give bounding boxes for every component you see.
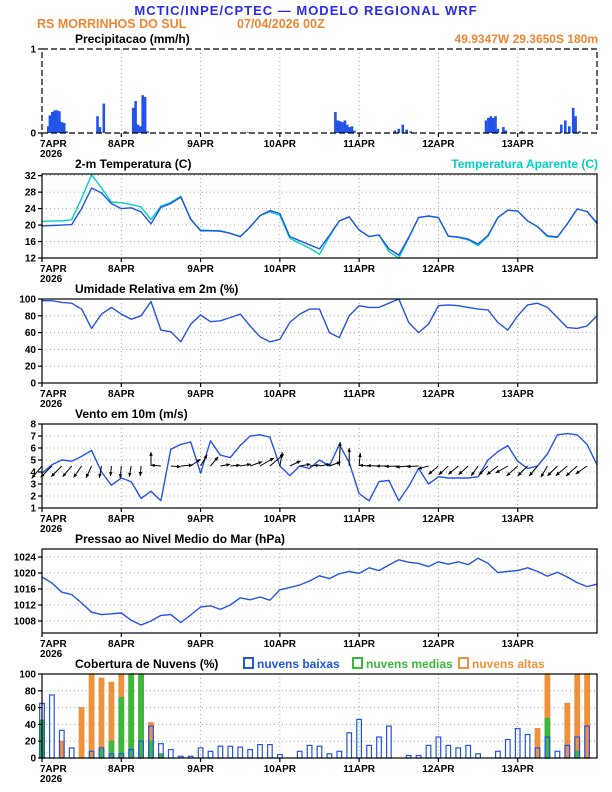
svg-text:8APR: 8APR — [107, 389, 135, 400]
gridlines — [42, 174, 597, 258]
svg-text:80: 80 — [24, 686, 36, 698]
plot-frame — [42, 299, 597, 383]
legend-baixas-label: nuvens baixas — [257, 657, 340, 671]
svg-text:10APR: 10APR — [263, 264, 296, 275]
plot-frame — [42, 49, 597, 133]
svg-text:100: 100 — [19, 670, 36, 681]
temp-svg — [0, 170, 612, 282]
svg-text:7APR: 7APR — [40, 139, 67, 150]
wind-chart — [0, 420, 612, 532]
run-info-row — [0, 17, 612, 32]
wind-panel-title: Vento em 10m (m/s) — [75, 407, 188, 421]
legend-nuvens-altas — [458, 657, 545, 671]
series — [42, 175, 597, 258]
svg-text:11APR: 11APR — [343, 139, 375, 150]
svg-text:13APR: 13APR — [501, 389, 534, 400]
svg-text:11APR: 11APR — [343, 264, 375, 275]
svg-text:10APR: 10APR — [263, 764, 296, 775]
svg-text:40: 40 — [24, 344, 36, 356]
svg-text:100: 100 — [19, 295, 36, 306]
axis-labels — [19, 670, 534, 782]
svg-text:12APR: 12APR — [422, 139, 455, 150]
svg-text:9APR: 9APR — [187, 389, 214, 400]
svg-text:28: 28 — [24, 187, 36, 199]
svg-text:12APR: 12APR — [422, 389, 455, 400]
svg-text:2: 2 — [30, 491, 36, 503]
panel-precipitation — [0, 32, 612, 157]
svg-text:8APR: 8APR — [107, 139, 135, 150]
series — [42, 299, 597, 342]
svg-text:32: 32 — [24, 171, 36, 183]
svg-text:60: 60 — [24, 703, 36, 715]
svg-text:11APR: 11APR — [343, 389, 375, 400]
svg-text:9APR: 9APR — [187, 764, 214, 775]
legend-medias-label: nuvens medias — [366, 657, 453, 671]
axis-labels — [30, 420, 534, 532]
svg-text:24: 24 — [24, 204, 36, 216]
svg-text:2026: 2026 — [40, 149, 63, 157]
legend-altas-label: nuvens altas — [472, 657, 545, 671]
precip-chart — [0, 45, 612, 157]
svg-text:10APR: 10APR — [263, 514, 296, 525]
svg-text:1024: 1024 — [13, 552, 36, 564]
model-title: MCTIC/INPE/CPTEC — MODELO REGIONAL WRF — [134, 3, 478, 18]
svg-text:8APR: 8APR — [107, 639, 135, 650]
svg-text:13APR: 13APR — [501, 264, 534, 275]
panel-cloud-cover — [0, 657, 612, 782]
svg-text:8APR: 8APR — [107, 514, 135, 525]
axis-labels — [19, 295, 534, 407]
svg-text:11APR: 11APR — [343, 514, 375, 525]
svg-text:13APR: 13APR — [501, 639, 534, 650]
svg-text:11APR: 11APR — [343, 639, 375, 650]
series — [30, 431, 597, 501]
svg-text:8APR: 8APR — [107, 264, 135, 275]
svg-text:12APR: 12APR — [422, 514, 455, 525]
panel-wind — [0, 407, 612, 532]
svg-text:1: 1 — [30, 503, 36, 515]
gridlines — [42, 674, 597, 758]
apparent-temp-legend: Temperatura Aparente (C) — [451, 157, 598, 171]
precip-svg — [0, 45, 612, 157]
svg-text:1020: 1020 — [13, 568, 36, 580]
panel-humidity — [0, 282, 612, 407]
pressure-chart — [0, 545, 612, 657]
svg-text:7APR: 7APR — [40, 764, 67, 775]
axis-labels — [30, 45, 534, 157]
svg-text:12APR: 12APR — [422, 639, 455, 650]
panel-temperature — [0, 157, 612, 282]
svg-text:9APR: 9APR — [187, 639, 214, 650]
cloud-title-row — [0, 657, 612, 670]
svg-text:2026: 2026 — [40, 774, 63, 782]
plot-frame — [42, 174, 597, 258]
svg-text:20: 20 — [24, 736, 36, 748]
svg-text:13APR: 13APR — [501, 764, 534, 775]
station-name: RS MORRINHOS DO SUL — [37, 17, 187, 31]
svg-text:5: 5 — [30, 455, 36, 467]
cloud-panel-title: Cobertura de Nuvens (%) — [75, 657, 219, 671]
temp-title-row — [0, 157, 612, 170]
svg-text:11APR: 11APR — [343, 764, 375, 775]
svg-text:80: 80 — [24, 311, 36, 323]
svg-text:60: 60 — [24, 328, 36, 340]
humidity-title-row — [0, 282, 612, 295]
precip-panel-title: Precipitacao (mm/h) — [75, 32, 190, 46]
svg-text:12APR: 12APR — [422, 764, 455, 775]
svg-text:0: 0 — [30, 128, 36, 140]
svg-text:0: 0 — [30, 378, 36, 390]
series — [40, 674, 590, 758]
series — [42, 558, 597, 625]
temp-panel-title: 2-m Temperatura (C) — [75, 157, 192, 171]
rh-svg — [0, 295, 612, 407]
series — [47, 95, 581, 133]
legend-nuvens-medias — [352, 657, 453, 671]
pressure-svg — [0, 545, 612, 657]
svg-text:1008: 1008 — [13, 616, 36, 628]
svg-text:20: 20 — [24, 361, 36, 373]
svg-text:40: 40 — [24, 719, 36, 731]
pressure-panel-title: Pressao ao Nivel Medio do Mar (hPa) — [75, 532, 286, 546]
svg-text:4: 4 — [30, 467, 36, 479]
wind-svg — [0, 420, 612, 532]
clouds-svg — [0, 670, 612, 782]
svg-text:16: 16 — [24, 237, 36, 249]
gridlines — [42, 299, 597, 383]
humidity-chart — [0, 295, 612, 407]
gridlines — [42, 549, 597, 633]
svg-text:10APR: 10APR — [263, 139, 296, 150]
svg-text:1: 1 — [30, 45, 36, 56]
blue-square-icon — [243, 657, 254, 669]
svg-text:12: 12 — [24, 253, 36, 265]
svg-text:3: 3 — [30, 479, 36, 491]
svg-text:2026: 2026 — [40, 649, 63, 657]
svg-text:7: 7 — [30, 431, 36, 443]
svg-text:8: 8 — [30, 420, 36, 431]
svg-text:9APR: 9APR — [187, 139, 214, 150]
panel-pressure — [0, 532, 612, 657]
svg-text:10APR: 10APR — [263, 389, 296, 400]
temp-chart — [0, 170, 612, 282]
precip-title-row — [0, 32, 612, 45]
cloud-chart — [0, 670, 612, 782]
svg-text:0: 0 — [30, 753, 36, 765]
gridlines — [121, 49, 517, 133]
svg-text:2026: 2026 — [40, 274, 63, 282]
svg-text:13APR: 13APR — [501, 139, 534, 150]
svg-text:7APR: 7APR — [40, 639, 67, 650]
svg-text:20: 20 — [24, 220, 36, 232]
plot-frame — [42, 549, 597, 633]
pressure-title-row — [0, 532, 612, 545]
orange-square-icon — [458, 657, 469, 669]
svg-text:9APR: 9APR — [187, 514, 214, 525]
svg-text:7APR: 7APR — [40, 389, 67, 400]
svg-text:7APR: 7APR — [40, 514, 67, 525]
plot-frame — [42, 674, 597, 758]
humidity-panel-title: Umidade Relativa em 2m (%) — [75, 282, 239, 296]
svg-text:8APR: 8APR — [107, 764, 135, 775]
svg-text:1012: 1012 — [13, 600, 36, 612]
svg-text:2026: 2026 — [40, 399, 63, 407]
run-datetime: 07/04/2026 00Z — [237, 17, 325, 31]
svg-text:2026: 2026 — [40, 524, 63, 532]
svg-text:7APR: 7APR — [40, 264, 67, 275]
green-square-icon — [352, 657, 363, 669]
legend-nuvens-baixas — [243, 657, 340, 671]
svg-text:12APR: 12APR — [422, 264, 455, 275]
svg-text:6: 6 — [30, 443, 36, 455]
svg-text:10APR: 10APR — [263, 639, 296, 650]
svg-text:1016: 1016 — [13, 584, 36, 596]
location-coords: 49.9347W 29.3650S 180m — [454, 32, 598, 46]
wind-title-row — [0, 407, 612, 420]
svg-text:13APR: 13APR — [501, 514, 534, 525]
svg-text:9APR: 9APR — [187, 264, 214, 275]
